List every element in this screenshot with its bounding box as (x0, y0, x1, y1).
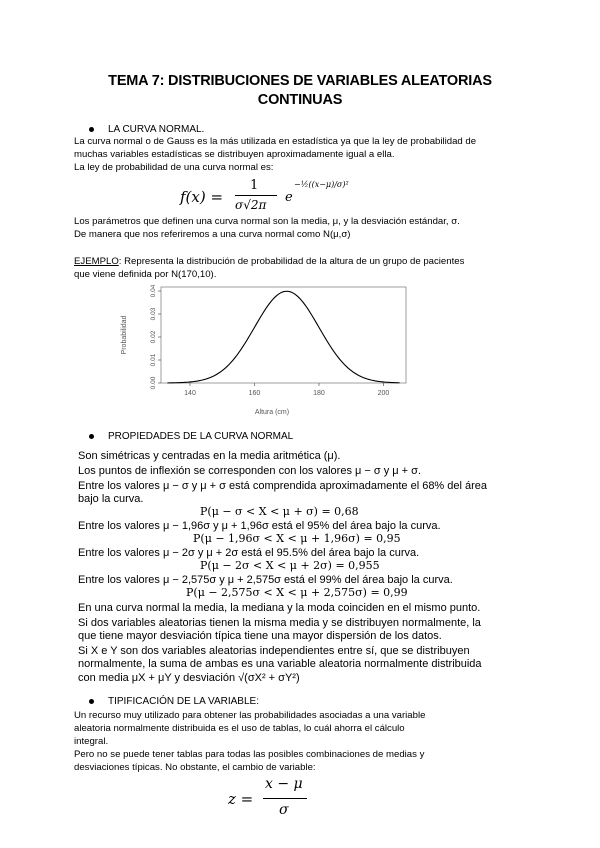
equation-68: P(μ − σ < X < μ + σ) = 0,68 (200, 505, 359, 518)
z-score-formula (228, 774, 328, 834)
formula-denominator: σ√2π (235, 198, 267, 212)
equation-95: P(μ − 1,96σ < X < μ + 1,96σ) = 0,95 (193, 532, 401, 545)
y-tick-label: 0.02 (150, 330, 157, 344)
paragraph-line: Pero no se puede tener tablas para todas las posibles combinaciones de medias y (74, 749, 425, 760)
property-line: Entre los valores μ − σ y μ + σ está comprendida aproximadamente el 68% del área (78, 480, 488, 492)
property-line: Si dos variables aleatorias tienen la misma media y se distribuyen normalmente, la (78, 617, 481, 629)
z-formula-lhs: z = (228, 790, 254, 808)
formula-fraction-bar (235, 195, 277, 196)
property-line: En una curva normal la media, la mediana y la moda coinciden en el mismo punto. (78, 602, 481, 614)
heading-text: PROPIEDADES DE LA CURVA NORMAL (108, 431, 294, 442)
property-line: bajo la curva. (78, 493, 144, 505)
paragraph-line: La ley de probabilidad de una curva normal es: (74, 162, 274, 173)
property-line: Si X e Y son dos variables aleatorias independientes entre sí, que se distribuyen (78, 645, 470, 657)
page-title-line-2: CONTINUAS (257, 92, 343, 108)
paragraph-line: muchas variables estadísticas se distribuyen aproximadamente igual a ella. (74, 149, 395, 160)
x-axis-label: Altura (cm) (254, 409, 290, 416)
formula-numerator: 1 (250, 178, 259, 193)
heading-text: LA CURVA NORMAL. (108, 124, 205, 135)
property-line: Entre los valores μ − 2,575σ y μ + 2,575σ está el 99% del área bajo la curva. (78, 574, 453, 586)
bullet-icon (89, 127, 94, 132)
y-tick-label: 0.03 (150, 307, 157, 321)
section-heading-curva-normal (89, 124, 204, 135)
example-text: : Representa la distribución de probabilidad de la altura de un grupo de pacientes (118, 256, 465, 267)
section-heading-propiedades (89, 431, 293, 442)
page-title-line-1: TEMA 7: DISTRIBUCIONES DE VARIABLES ALEATORIAS (108, 73, 492, 89)
property-line: Son simétricas y centradas en la media aritmética (μ). (78, 450, 341, 462)
normal-distribution-chart (117, 283, 417, 420)
z-formula-fraction-bar (263, 798, 307, 799)
normal-density-formula (180, 178, 360, 218)
paragraph-line: Los parámetros que definen una curva normal son la media, μ, y la desviación estándar, σ. (74, 216, 460, 227)
formula-lhs: f(x) = (180, 188, 224, 206)
equation-955: P(μ − 2σ < X < μ + 2σ) = 0,955 (200, 559, 380, 572)
paragraph-line: Un recurso muy utilizado para obtener las probabilidades asociadas a una variable (74, 710, 426, 721)
heading-text: TIPIFICACIÓN DE LA VARIABLE: (108, 696, 259, 707)
x-tick-label: 200 (377, 390, 390, 397)
y-axis-label: Probabilidad (121, 315, 128, 355)
property-line: con media μX + μY y desviación √(σX² + σY²) (78, 672, 300, 684)
bullet-icon (89, 434, 94, 439)
section-heading-tipificacion (89, 696, 259, 707)
paragraph-line: La curva normal o de Gauss es la más utilizada en estadística ya que la ley de probabilidad de (74, 136, 477, 147)
x-tick-label: 180 (313, 390, 325, 397)
paragraph-line: De manera que nos referiremos a una curva normal como N(μ,σ) (74, 229, 351, 240)
example-line-1 (74, 256, 464, 268)
bullet-icon (89, 699, 94, 704)
paragraph-line: desviaciones típicas. No obstante, el cambio de variable: (74, 762, 316, 773)
formula-exponent: −½((x−μ)/σ)² (294, 180, 349, 189)
property-line: que tiene mayor desviación típica tiene una mayor dispersión de los datos. (78, 630, 442, 642)
example-label: EJEMPLO (74, 256, 119, 267)
z-formula-denominator: σ (279, 802, 289, 818)
property-line: Entre los valores μ − 2σ y μ + 2σ está el 95.5% del área bajo la curva. (78, 547, 420, 559)
z-formula-numerator: x − μ (265, 776, 303, 792)
x-tick-label: 160 (248, 390, 261, 397)
equation-99: P(μ − 2,575σ < X < μ + 2,575σ) = 0,99 (186, 586, 408, 599)
property-line: Los puntos de inflexión se corresponden con los valores μ − σ y μ + σ. (78, 465, 421, 477)
y-tick-label: 0.01 (150, 353, 157, 367)
formula-e: e (285, 190, 293, 205)
example-line-2: que viene definida por N(170,10). (74, 269, 217, 280)
paragraph-line: integral. (74, 736, 109, 747)
y-tick-label: 0.00 (150, 376, 157, 390)
paragraph-line: aleatoria normalmente distribuida es el uso de tablas, lo cuál ahorra el cálculo (74, 723, 405, 734)
property-line: normalmente, la suma de ambas es una variable aleatoria normalmente distribuida (78, 658, 482, 670)
property-line: Entre los valores μ − 1,96σ y μ + 1,96σ está el 95% del área bajo la curva. (78, 520, 441, 532)
y-tick-label: 0.04 (150, 284, 157, 298)
x-tick-label: 140 (184, 390, 196, 397)
plot-frame (161, 287, 406, 383)
